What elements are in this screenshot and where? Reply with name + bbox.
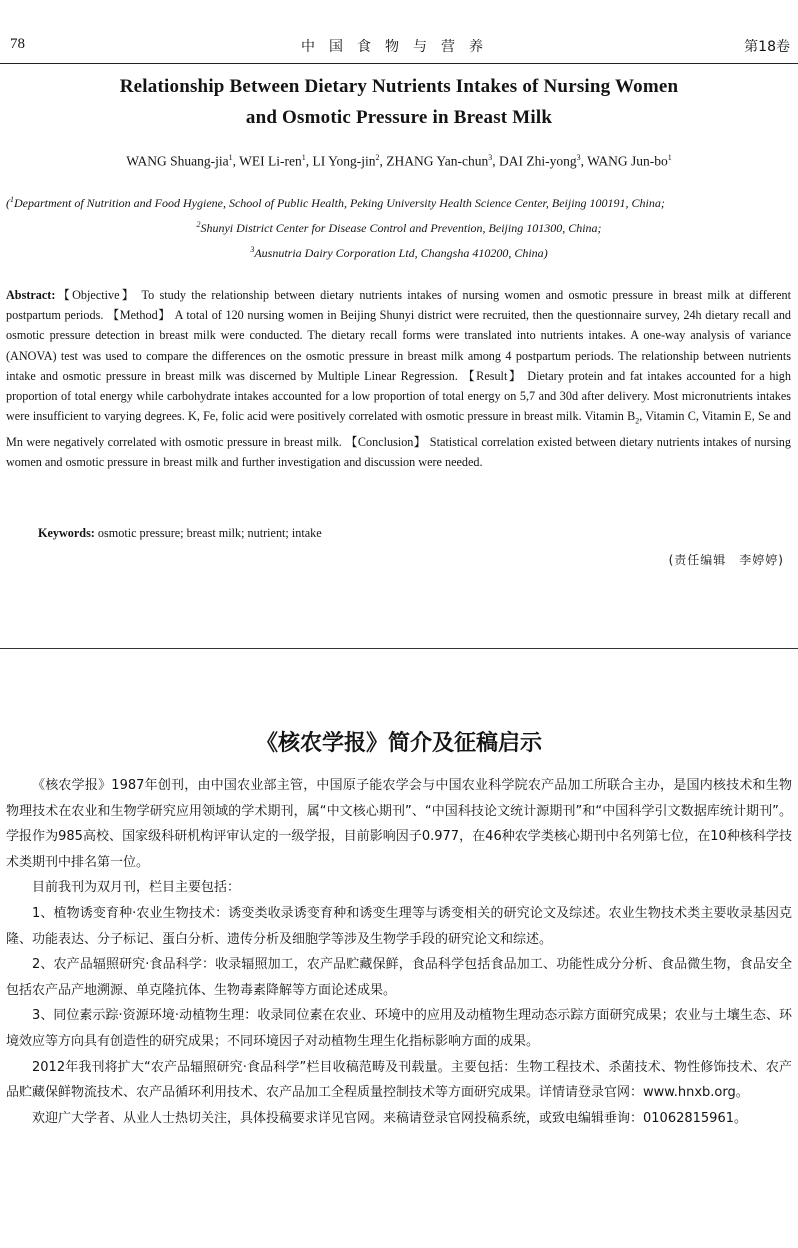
affiliation-close-paren: ) — [543, 246, 548, 260]
author-affiliation-mark: 2 — [375, 153, 380, 162]
notice-paragraph: 目前我刊为双月刊，栏目主要包括： — [32, 880, 241, 896]
notice-paragraph: 欢迎广大学者、从业人士热切关注，具体投稿要求详见官网。来稿请登录官网投稿系统，或致电编辑垂询：01062815961。 — [32, 1110, 747, 1126]
abstract-label: Abstract: — [6, 288, 56, 302]
author-name: ZHANG Yan-chun — [386, 153, 489, 169]
notice-paragraph: 2、农产品辐照研究·食品科学：收录辐照加工，农产品贮藏保鲜，食品科学包括食品加工、功能性成分分析、食品微生物，食品安全包括农产品产地溯源、单克隆抗体、生物毒素降解等方面论述成果。 — [6, 957, 792, 998]
article-title-line-2: and Osmotic Pressure in Breast Milk — [245, 107, 553, 128]
affiliation-3 — [0, 245, 798, 261]
result-subscript: 2 — [635, 416, 640, 426]
affiliation-text: Department of Nutrition and Food Hygiene, School of Public Health, Peking University Health Science Center, Beijing 100191, China; — [14, 196, 665, 210]
notice-body — [6, 773, 792, 1131]
affiliation-open-paren: ( — [6, 196, 10, 210]
objective-text: To study the relationship between dietary nutrients intakes of nursing women and osmotic pressure in breast milk at different postpartum periods. — [6, 288, 791, 323]
affiliation-2 — [0, 220, 798, 236]
running-header — [0, 34, 798, 58]
conclusion-tag: 【Conclusion】 — [345, 434, 427, 449]
affiliation-text: Ausnutria Dairy Corporation Ltd, Changsha 410200, China — [254, 246, 544, 260]
author-name: WANG Shuang-jia — [126, 153, 229, 169]
notice-paragraph: 1、植物诱变育种·农业生物技术：诱变类收录诱变育种和诱变生理等与诱变相关的研究论文及综述。农业生物技术类主要收录基因克隆、功能表达、分子标记、蛋白分析、遗传分析及细胞学等涉及生物学手段的研究论文和综述。 — [6, 905, 792, 947]
method-text: A total of 120 nursing women in Beijing Shunyi district were recruited, then the questionnaire survey, 24h dietary recall and osmotic pressure detection in breast milk were conducted. The dietary recall forms were translated into nutrients intakes. A one-way analysis of variance (ANOVA) test was used to compare the differences on the osmotic pressure in breast milk among 4 postpartum periods. The relationship between nutrients intake and osmotic pressure in breast milk was discerned by Multiple Linear Regression. — [6, 308, 792, 383]
notice-paragraph: 3、同位素示踪·资源环境·动植物生理：收录同位素在农业、环境中的应用及动植物生理动态示踪方面研究成果；农业与土壤生态、环境效应等方向具有创造性的研究成果；不同环境因子对动植物生理生化指标影响方面的成果。 — [6, 1008, 792, 1049]
keywords — [38, 526, 322, 541]
abstract — [6, 285, 791, 472]
affiliation-number: 3 — [250, 245, 255, 254]
author-affiliation-mark: 1 — [228, 153, 233, 162]
objective-tag: 【Objective】 — [55, 288, 137, 302]
affiliation-1 — [6, 195, 796, 211]
result-tag: 【Result】 — [462, 368, 523, 383]
keywords-label: Keywords: — [38, 526, 95, 540]
conclusion-text: Statistical correlation existed between dietary nutrients intakes of nursing women and osmotic pressure in breast milk and further investigation and discussion were needed. — [6, 434, 791, 470]
author-affiliation-mark: 3 — [576, 153, 581, 162]
section-divider — [0, 648, 798, 649]
author-list: WANG Shuang-jia$^1$, WEI Li-ren$^1$, LI Yong-jin$^2$, ZHANG Yan-chun$^3$, DAI Zhi-yong$^3$, WANG Jun-$bo^1$ — [126, 153, 672, 169]
author-name: WANG Jun-bo — [587, 153, 668, 169]
affiliation-number: 1 — [10, 195, 14, 204]
author-name: LI Yong-jin — [312, 153, 376, 169]
author-affiliation-mark: 3 — [488, 153, 493, 162]
author-name: DAI Zhi-yong — [498, 153, 577, 169]
author-affiliation-mark: 1 — [301, 153, 306, 162]
article-title-line-1: Relationship Between Dietary Nutrients Intakes of Nursing Women — [119, 76, 679, 97]
author-name: WEI Li-ren — [239, 153, 302, 169]
header-rule — [0, 63, 798, 64]
affiliation-text: Shunyi District Center for Disease Control and Prevention, Beijing 101300, China; — [200, 221, 602, 235]
volume-label: 第18卷 — [744, 39, 790, 55]
notice-title: 《核农学报》简介及征稿启示 — [255, 731, 542, 756]
notice-paragraph: 《核农学报》1987年创刊，由中国农业部主管，中国原子能农学会与中国农业科学院农产品加工所联合主办，是国内核技术和生物物理技术在农业和生物学研究应用领域的学术期刊，属“中文核心期刊”、“中国科技论文统计源期刊”和“中国科学引文数据库统计期刊”。学报作为985高校、国家级科研机构评审认定的一级学报，目前影响因子0.977，在46种农学类核心期刊中名列第七位，在10种核科学技术类期刊中排名第一位。 — [6, 778, 792, 870]
method-tag: 【Method】 — [107, 308, 172, 323]
page-number: 78 — [10, 36, 25, 52]
result-text-continued: , Vitamin C, Vitamin E, Se and Mn were negatively correlated with osmotic pressure in breast milk. — [6, 409, 792, 449]
affiliation-number: 2 — [196, 220, 201, 229]
result-text: Dietary protein and fat intakes accounted for a high proportion of total energy while carbohydrate intakes accounted for a low proportion of total energy on 5,7 and 30d after delivery. Most micronutrients intakes were insufficient to varying degrees. K, Fe, folic acid were positively correlated with osmotic pressure in breast milk. Vitamin B — [6, 368, 791, 424]
keywords-text: osmotic pressure; breast milk; nutrient; intake — [97, 526, 322, 540]
editor-note: (责任编辑 李婷婷) — [668, 553, 784, 567]
journal-name: 中国食物与营养 — [301, 39, 497, 55]
author-affiliation-mark: 1 — [667, 153, 672, 162]
notice-paragraph: 2012年我刊将扩大“农产品辐照研究·食品科学”栏目收稿范畴及刊载量。主要包括：生物工程技术、杀菌技术、物性修饰技术、农产品贮藏保鲜物流技术、农产品循环利用技术、农产品加工全程质量控制技术等方面研究成果。详情请登录官网：www.hnxb.org。 — [6, 1059, 792, 1101]
